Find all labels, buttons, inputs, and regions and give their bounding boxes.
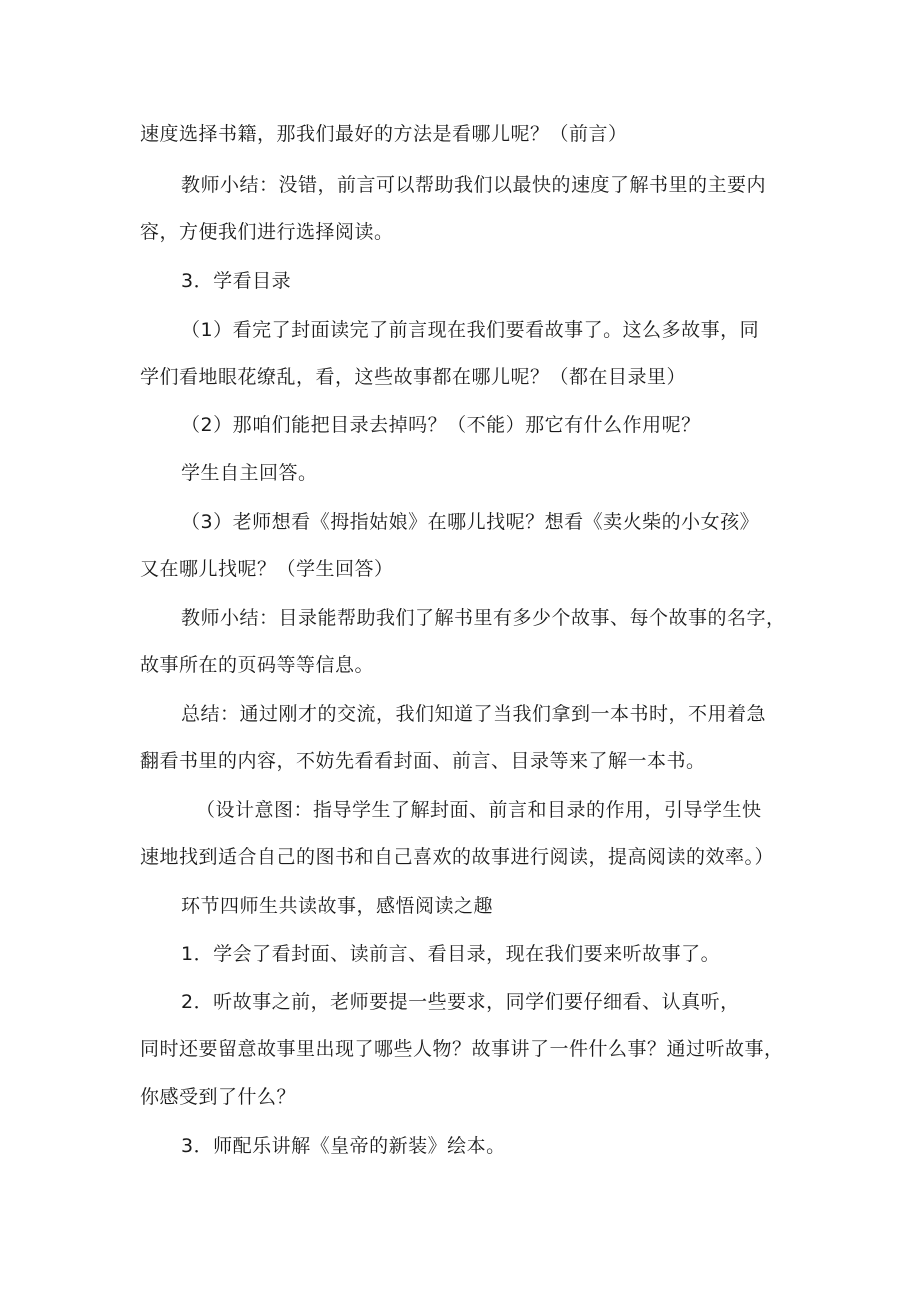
- text-line: 故事所在的页码等等信息。: [140, 654, 375, 676]
- text-line: 容，方便我们进行选择阅读。: [140, 221, 394, 243]
- text-line: （3）老师想看《拇指姑娘》在哪儿找呢？想看《卖火柴的小女孩》: [181, 511, 760, 533]
- text-line: 学生自主回答。: [181, 462, 318, 484]
- text-line: 学们看地眼花缭乱，看，这些故事都在哪儿呢？（都在目录里）: [140, 366, 687, 388]
- text-line: 3．师配乐讲解《皇帝的新装》绘本。: [181, 1135, 506, 1157]
- text-line: 总结：通过刚才的交流，我们知道了当我们拿到一本书时，不用着急: [181, 703, 767, 725]
- text-line: 2．听故事之前，老师要提一些要求，同学们要仔细看、认真听，: [181, 991, 740, 1013]
- text-line: 速度选择书籍，那我们最好的方法是看哪儿呢？（前言）: [140, 123, 628, 145]
- text-line: 你感受到了什么？: [140, 1086, 297, 1108]
- text-line: 同时还要留意故事里出现了哪些人物？故事讲了一件什么事？通过听故事，: [140, 1038, 784, 1060]
- text-line: 1．学会了看封面、读前言、看目录，现在我们要来听故事了。: [181, 943, 721, 965]
- text-line: （2）那咱们能把目录去掉吗？（不能）那它有什么作用呢？: [181, 414, 701, 436]
- text-line: （1）看完了封面读完了前言现在我们要看故事了。这么多故事，同: [181, 319, 760, 341]
- section-heading: 环节四师生共读故事，感悟阅读之趣: [181, 895, 494, 917]
- design-intent-line: 速地找到适合自己的图书和自己喜欢的故事进行阅读，提高阅读的效率。）: [140, 846, 775, 868]
- text-line: 教师小结：没错，前言可以帮助我们以最快的速度了解书里的主要内: [181, 174, 767, 196]
- text-line: 教师小结：目录能帮助我们了解书里有多少个故事、每个故事的名字，: [181, 607, 786, 629]
- section-heading: 3．学看目录: [181, 270, 292, 292]
- text-line: 又在哪儿找呢？（学生回答）: [140, 558, 394, 580]
- design-intent-line: （设计意图：指导学生了解封面、前言和目录的作用，引导学生快: [196, 799, 762, 821]
- text-line: 翻看书里的内容，不妨先看看封面、前言、目录等来了解一本书。: [140, 750, 706, 772]
